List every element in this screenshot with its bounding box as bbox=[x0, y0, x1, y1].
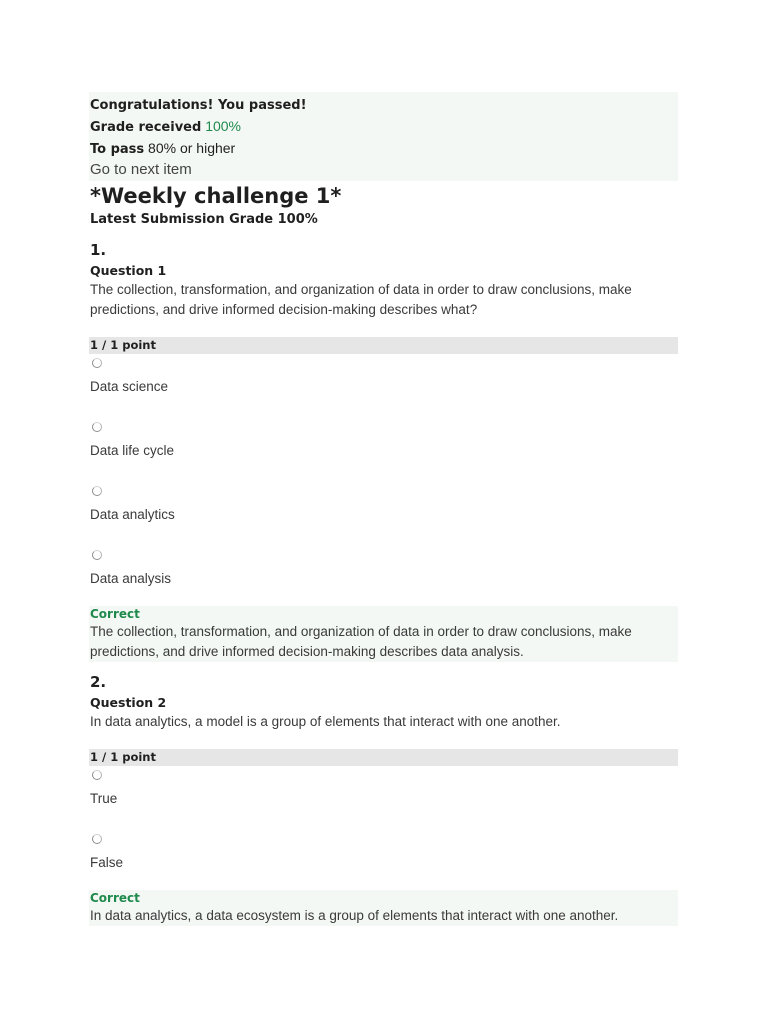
option-label: False bbox=[90, 855, 124, 870]
go-to-next-item-link[interactable]: Go to next item bbox=[90, 161, 192, 178]
feedback-box bbox=[89, 890, 678, 926]
quiz-page bbox=[90, 92, 678, 926]
radio-button[interactable] bbox=[92, 834, 102, 844]
option-true[interactable] bbox=[90, 770, 678, 809]
radio-button[interactable] bbox=[92, 550, 102, 560]
option-data-life-cycle[interactable] bbox=[90, 422, 678, 461]
option-label: Data science bbox=[90, 379, 169, 394]
question-text: The collection, transformation, and organization of data in order to draw conclusions, make predictions, and drive informed decision-making describes what? bbox=[90, 282, 632, 317]
option-label: Data analytics bbox=[90, 507, 175, 522]
points-bar: 1 / 1 point bbox=[89, 337, 678, 354]
option-data-analytics[interactable] bbox=[90, 486, 678, 525]
option-false[interactable] bbox=[90, 834, 678, 873]
question-label: Question 1 bbox=[90, 263, 167, 278]
option-data-science[interactable] bbox=[90, 358, 678, 397]
result-banner bbox=[89, 92, 678, 181]
option-label: True bbox=[90, 791, 118, 806]
grade-label: Grade received bbox=[90, 120, 202, 135]
question-1 bbox=[90, 240, 678, 662]
feedback-box bbox=[89, 606, 678, 662]
question-2 bbox=[90, 672, 678, 926]
radio-button[interactable] bbox=[92, 486, 102, 496]
grade-received bbox=[89, 116, 678, 138]
correct-label: Correct bbox=[90, 607, 140, 621]
option-data-analysis[interactable] bbox=[90, 550, 678, 589]
pass-value: 80% or higher bbox=[148, 140, 236, 156]
points-bar: 1 / 1 point bbox=[89, 749, 678, 766]
correct-label: Correct bbox=[90, 891, 140, 905]
passed-message: Congratulations! You passed! bbox=[90, 98, 307, 113]
grade-value: 100% bbox=[205, 118, 242, 134]
pass-requirement bbox=[89, 138, 678, 160]
page-title: *Weekly challenge 1* bbox=[90, 184, 342, 208]
question-text: In data analytics, a model is a group of elements that interact with one another. bbox=[90, 714, 561, 729]
latest-submission-grade: Latest Submission Grade 100% bbox=[90, 212, 318, 227]
question-number: 2. bbox=[90, 673, 107, 691]
option-label: Data life cycle bbox=[90, 443, 175, 458]
question-label: Question 2 bbox=[90, 695, 167, 710]
radio-button[interactable] bbox=[92, 358, 102, 368]
radio-button[interactable] bbox=[92, 422, 102, 432]
feedback-text: In data analytics, a data ecosystem is a group of elements that interact with one another. bbox=[90, 908, 619, 923]
feedback-text: The collection, transformation, and organization of data in order to draw conclusions, make predictions, and drive informed decision-making describes data analysis. bbox=[90, 624, 632, 659]
pass-label: To pass bbox=[90, 142, 145, 157]
question-number: 1. bbox=[90, 241, 107, 259]
radio-button[interactable] bbox=[92, 770, 102, 780]
option-label: Data analysis bbox=[90, 571, 172, 586]
